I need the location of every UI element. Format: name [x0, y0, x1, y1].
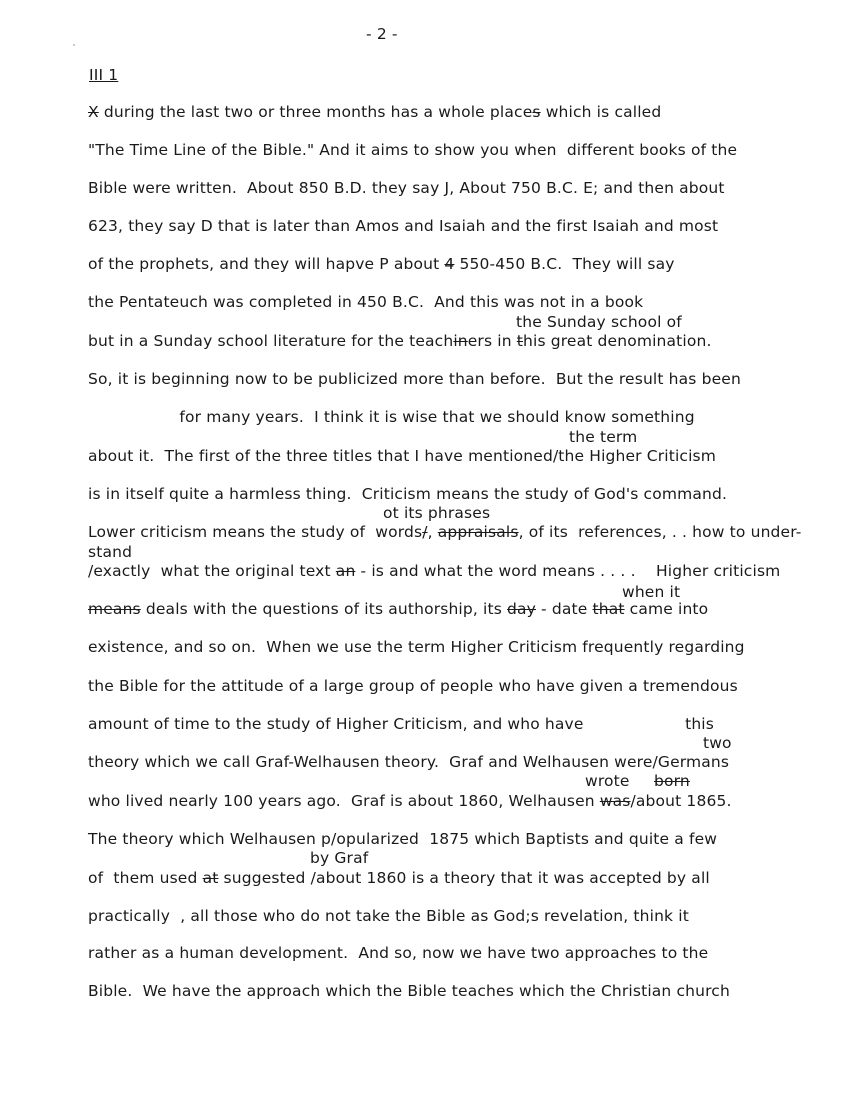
struck-text: 4 — [444, 255, 455, 273]
body-line — [88, 907, 689, 925]
body-line — [88, 638, 745, 656]
line-text: of them used — [88, 869, 203, 887]
struck-text: was — [599, 792, 631, 810]
line-text: suggested /about 1860 is a theory that it was accepted by all — [218, 869, 710, 887]
line-text: for many years. I think it is wise that we should know something — [88, 408, 695, 426]
body-line — [88, 792, 732, 810]
interlinear-annotation: by Graf — [310, 849, 369, 867]
line-text: , — [427, 523, 438, 541]
line-text: his great denomination. — [523, 332, 712, 350]
line-text: rather as a human development. And so, now we have two approaches to the — [88, 944, 709, 962]
line-text: during the last two or three months has a whole place — [98, 103, 533, 121]
line-text: Bible were written. About 850 B.D. they say J, About 750 B.C. E; and then about — [88, 179, 725, 197]
line-text: who lived nearly 100 years ago. Graf is about 1860, Welhausen — [88, 792, 600, 810]
body-line — [88, 944, 708, 962]
interlinear-annotation: two — [703, 734, 732, 752]
line-text: 550-450 B.C. They will say — [454, 255, 675, 273]
line-text: but in a Sunday school literature for the teach — [88, 332, 454, 350]
body-line — [88, 869, 710, 887]
body-line — [88, 523, 802, 541]
line-text: is in itself quite a harmless thing. Criticism means the study of God's command. — [88, 485, 728, 503]
struck-text: at — [202, 869, 219, 887]
line-text: /about 1865. — [630, 792, 732, 810]
body-line — [88, 293, 643, 311]
interlinear-annotation: the Sunday school of — [516, 313, 682, 331]
struck-text: s — [532, 103, 541, 121]
body-line — [88, 447, 716, 465]
body-line — [88, 753, 729, 771]
line-text: Bible. We have the approach which the Bible teaches which the Christian church — [88, 982, 730, 1000]
body-line — [88, 332, 712, 350]
interlinear-annotation: born — [654, 772, 690, 790]
struck-text: t — [516, 332, 524, 350]
line-text: ers in — [467, 332, 517, 350]
struck-text: an — [335, 562, 356, 580]
body-line — [88, 830, 717, 848]
body-line — [88, 982, 730, 1000]
line-text: came into — [624, 600, 709, 618]
body-line — [88, 255, 675, 273]
line-text: the Bible for the attitude of a large group of people who have given a tremendous — [88, 677, 738, 695]
paper-speck — [73, 44, 75, 46]
section-label: III 1 — [89, 66, 119, 84]
body-line — [88, 141, 737, 159]
line-text: the Pentateuch was completed in 450 B.C. And this was not in a book — [88, 293, 644, 311]
page-number: - 2 - — [366, 25, 398, 43]
struck-text: in — [453, 332, 468, 350]
line-text: deals with the questions of its authorship, its — [140, 600, 508, 618]
struck-text: X — [88, 103, 99, 121]
body-line — [88, 370, 741, 388]
line-text: which is called — [540, 103, 662, 121]
line-text: - date — [535, 600, 593, 618]
line-text: theory which we call Graf-Welhausen theory. Graf and Welhausen were/Germans — [88, 753, 730, 771]
interlinear-annotation: the term — [569, 428, 638, 446]
line-text: "The Time Line of the Bible." And it aims to show you when different books of the — [88, 141, 738, 159]
interlinear-annotation: ot its phrases — [383, 504, 491, 522]
line-text: The theory which Welhausen p/opularized 1875 which Baptists and quite a few — [88, 830, 718, 848]
struck-text: appraisals — [437, 523, 519, 541]
line-text: of the prophets, and they will hapve P about — [88, 255, 445, 273]
struck-text: day — [507, 600, 536, 618]
struck-text: means — [88, 600, 141, 618]
line-text: - is and what the word means . . . . Higher criticism — [355, 562, 781, 580]
interlinear-annotation: when it — [622, 583, 681, 601]
line-text: 623, they say D that is later than Amos and Isaiah and the first Isaiah and most — [88, 217, 719, 235]
line-text: , of its references, . . how to under- — [518, 523, 802, 541]
body-line — [88, 217, 718, 235]
line-text: So, it is beginning now to be publicized more than before. But the result has been — [88, 370, 741, 388]
interlinear-annotation: stand — [88, 543, 133, 561]
struck-text: that — [592, 600, 625, 618]
body-line — [88, 677, 738, 695]
line-text: existence, and so on. When we use the term Higher Criticism frequently regarding — [88, 638, 745, 656]
interlinear-annotation: wrote — [585, 772, 630, 790]
body-line — [88, 562, 780, 580]
line-text: /exactly what the original text — [88, 562, 336, 580]
body-line — [88, 485, 727, 503]
line-text: amount of time to the study of Higher Criticism, and who have this — [88, 715, 714, 733]
body-line — [88, 600, 708, 618]
body-line — [88, 103, 661, 121]
line-text: Lower criticism means the study of words — [88, 523, 423, 541]
line-text: about it. The first of the three titles that I have mentioned/the Higher Criticism — [88, 447, 717, 465]
struck-text: / — [422, 523, 428, 541]
body-line — [88, 715, 714, 733]
body-line — [88, 408, 695, 426]
line-text: practically , all those who do not take the Bible as God;s revelation, think it — [88, 907, 689, 925]
body-line — [88, 179, 725, 197]
